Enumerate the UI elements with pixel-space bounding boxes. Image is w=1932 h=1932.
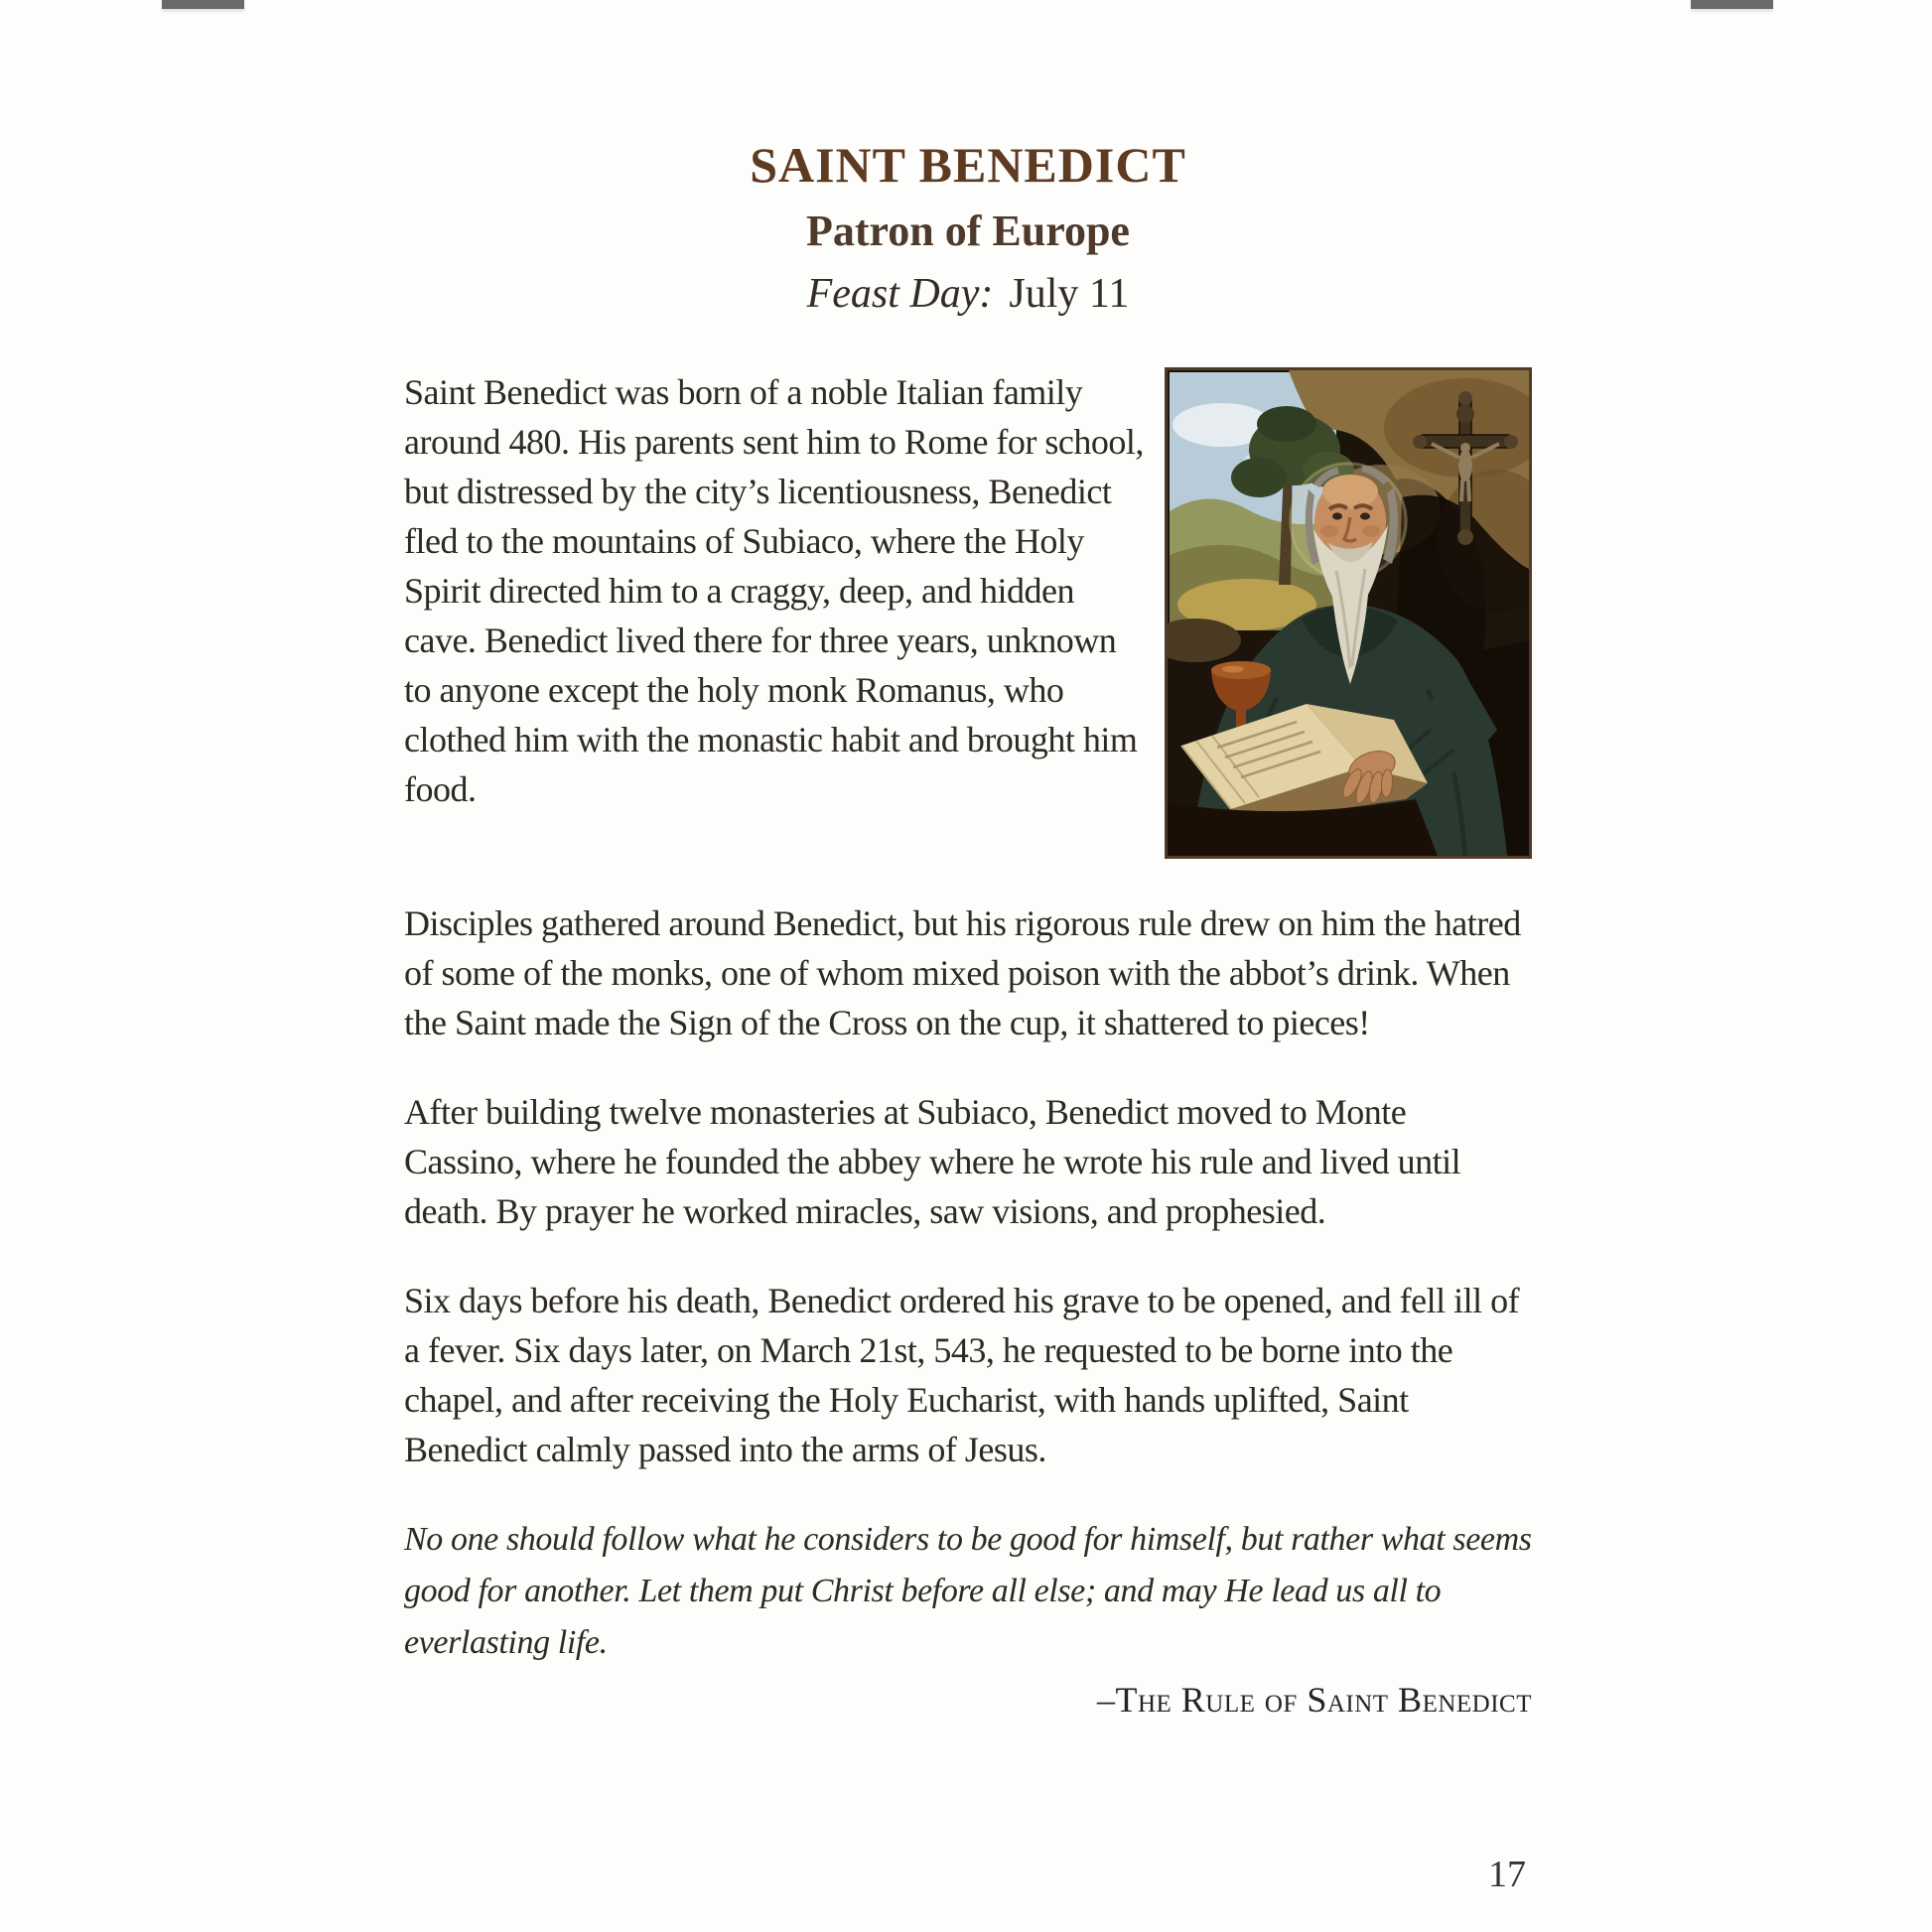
saint-benedict-painting [1168, 370, 1529, 856]
feast-day-line [404, 270, 1532, 318]
quote-attribution: –The Rule of Saint Benedict [1096, 1680, 1532, 1720]
page-content [404, 0, 1532, 1721]
paragraph-death: Six days before his death, Benedict ordered his grave to be opened, and fell ill of a fever. Six days later, on March 21st, 543, he requested to be borne into the chapel, and after receiving the Holy Eucharist, with hands uplifted, Saint Benedict calmly passed into the arms of Jesus. [404, 1281, 1520, 1469]
saint-benedict-portrait [1165, 367, 1532, 859]
paragraph-disciples: Disciples gathered around Benedict, but his rigorous rule drew on him the hatred of some of the monks, one of whom mixed poison with the abbot’s drink. When the Saint made the Sign of the Cross on the cup, it shattered to pieces! [404, 903, 1521, 1042]
rule-quote: No one should follow what he considers to be good for himself, but rather what seems good for another. Let them put Christ before all else; and may He lead us all to everlasting life. [404, 1521, 1532, 1661]
page-corner-tab-left [162, 0, 244, 9]
paragraph-birth: Saint Benedict was born of a noble Italian family around 480. His parents sent him to Rome for school, but distressed by the city’s licentiousness, Benedict fled to the mountains of Subiaco, where the Holy Spirit directed him to a craggy, deep, and hidden cave. Benedict lived there for three years, unknown to anyone except the holy monk Romanus, who clothed him with the monastic habit and brought him food. [404, 372, 1144, 809]
page-number: 17 [1488, 1854, 1526, 1895]
page-title: SAINT BENEDICT [750, 137, 1186, 193]
intro-section [404, 367, 1532, 859]
page-subtitle: Patron of Europe [806, 207, 1130, 255]
paragraph-monte-cassino: After building twelve monasteries at Subiaco, Benedict moved to Monte Cassino, where he founded the abbey where he wrote his rule and lived until death. By prayer he worked miracles, saw visions, and prophesied. [404, 1092, 1461, 1231]
page-header [404, 0, 1532, 318]
page-corner-tab-right [1691, 0, 1773, 9]
feast-day-label: Feast Day: [806, 271, 994, 317]
feast-day-value: July 11 [1009, 271, 1130, 317]
